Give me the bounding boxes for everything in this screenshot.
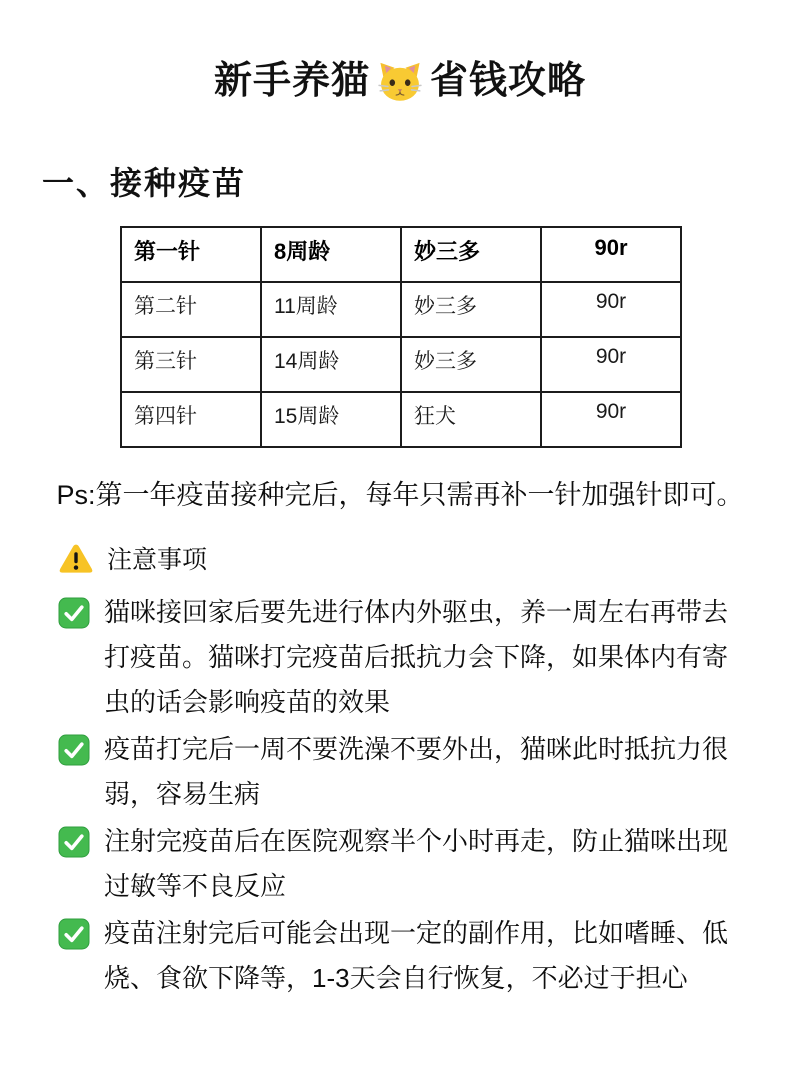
check-mark-icon	[58, 734, 90, 766]
checklist-item	[58, 590, 800, 725]
notice-title: 注意事项	[107, 546, 208, 574]
table-cell: 14周龄	[261, 337, 401, 392]
checklist-item-text: 疫苗注射完后可能会出现一定的副作用，比如嗜睡、低烧、食欲下降等，1-3天会自行恢复，不必过于担心	[104, 918, 729, 993]
page-title-left: 新手养猫	[213, 60, 370, 102]
table-cell: 妙三多	[401, 282, 541, 337]
table-row	[121, 392, 681, 447]
table-cell: 90r	[541, 227, 681, 282]
table-cell: 90r	[541, 337, 681, 392]
notice-header	[58, 540, 800, 576]
table-cell: 8周龄	[261, 227, 401, 282]
ps-note: Ps:第一年疫苗接种完后，每年只需再补一针加强针即可。	[56, 480, 744, 510]
table-cell: 第三针	[121, 337, 261, 392]
table-cell: 妙三多	[401, 227, 541, 282]
vaccine-schedule-table	[120, 226, 682, 448]
warning-icon	[58, 542, 94, 574]
section-heading-vaccination: 一、接种疫苗	[42, 165, 247, 201]
check-mark-icon	[58, 597, 90, 629]
table-cell: 第二针	[121, 282, 261, 337]
table-row	[121, 227, 681, 282]
table-cell: 狂犬	[401, 392, 541, 447]
table-cell: 15周龄	[261, 392, 401, 447]
cat-face-icon	[378, 59, 422, 103]
checklist-item-text: 注射完疫苗后在医院观察半个小时再走，防止猫咪出现过敏等不良反应	[104, 826, 729, 901]
table-cell: 90r	[541, 392, 681, 447]
checklist-item	[58, 727, 800, 817]
table-cell: 11周龄	[261, 282, 401, 337]
page-title-right: 省钱攻略	[430, 60, 587, 102]
table-row	[121, 282, 681, 337]
table-cell: 妙三多	[401, 337, 541, 392]
check-mark-icon	[58, 826, 90, 858]
checklist-item-text: 疫苗打完后一周不要洗澡不要外出，猫咪此时抵抗力很弱，容易生病	[104, 734, 729, 809]
check-mark-icon	[58, 918, 90, 950]
checklist-item-text: 猫咪接回家后要先进行体内外驱虫，养一周左右再带去打疫苗。猫咪打完疫苗后抵抗力会下降，如果体内有寄虫的话会影响疫苗的效果	[104, 597, 729, 717]
table-cell: 90r	[541, 282, 681, 337]
table-cell: 第一针	[121, 227, 261, 282]
table-cell: 第四针	[121, 392, 261, 447]
checklist-item	[58, 911, 800, 1001]
table-row	[121, 337, 681, 392]
checklist-item	[58, 819, 800, 909]
checklist	[58, 590, 800, 1001]
page-title	[0, 0, 800, 104]
